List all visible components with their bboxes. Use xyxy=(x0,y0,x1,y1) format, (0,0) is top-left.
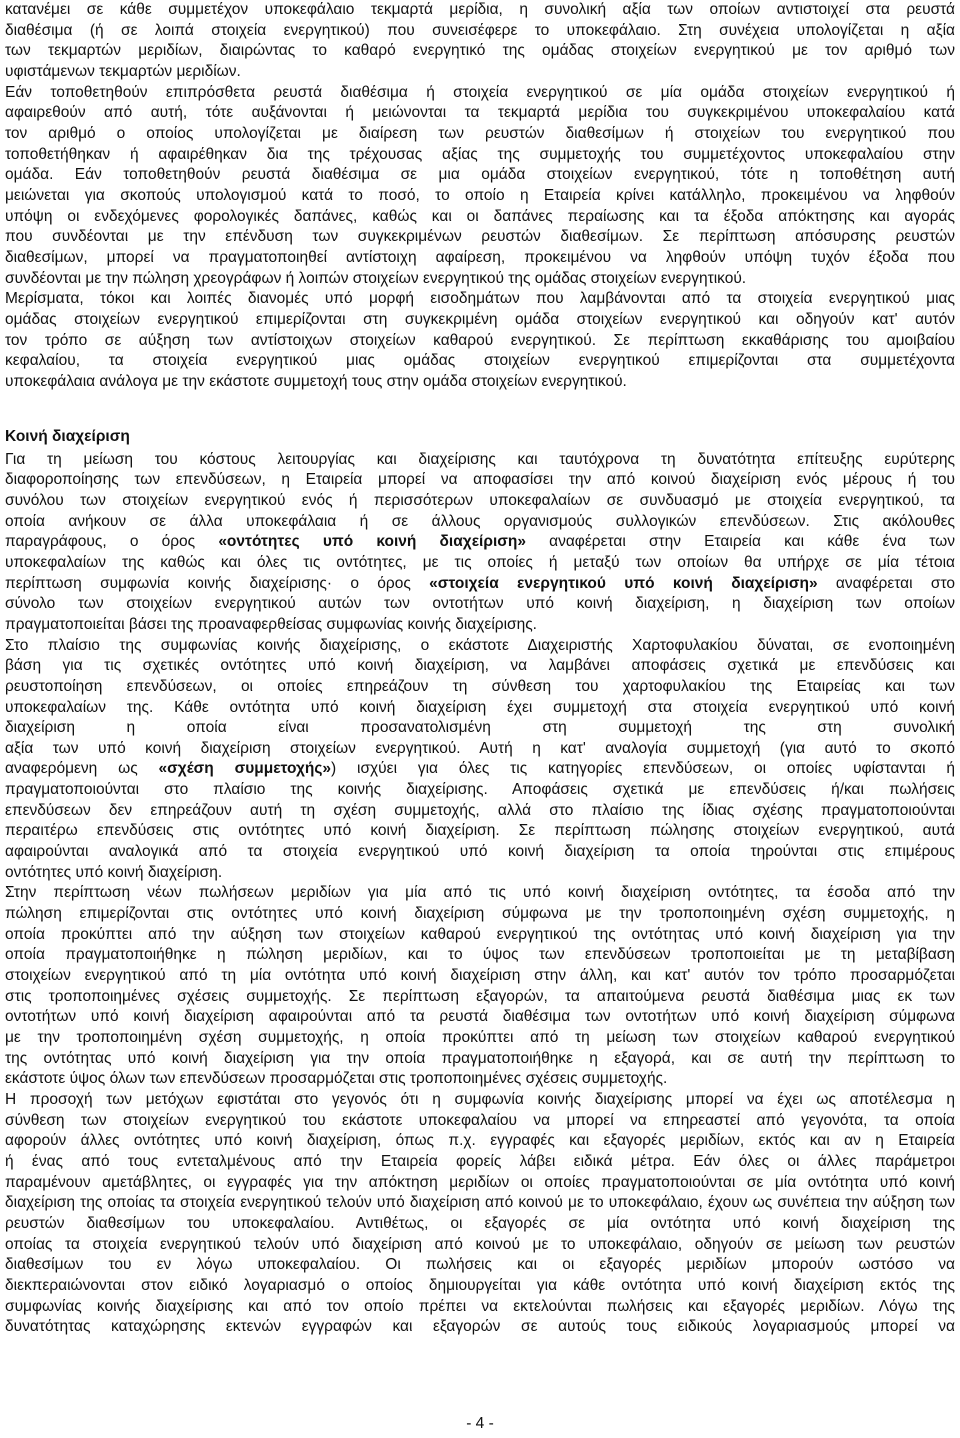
text-line: διαχείριση της οποίας τα στοιχεία ενεργητικού τελούν υπό διαχείριση από κοινού με το υποκεφάλαιο, έχουν ως συνέπεια την αύξηση των xyxy=(5,1194,955,1212)
text-line: με την τροποποιημένη σχέση συμμετοχής, η οποία προκύπτει από τη μείωση των στοιχείων καθαρού ενεργητικού xyxy=(5,1029,955,1046)
text-line: τοποθετήθηκαν ή αφαιρέθηκαν δια της τρέχουσας αξίας της συμμετοχής του συμμετέχοντος υποκεφαλαίου στην xyxy=(5,145,955,163)
text-line: παραμένουν αμετάβλητες, οι εγγραφές για την απόκτηση μεριδίων οι οποίες πραγματοποιούνται σε μία οντότητα υπό κοινή xyxy=(5,1173,955,1191)
text-line: υποκεφαλαίων της καθώς και όλες τις οντότητες, με τις οποίες ή μεταξύ των οποίων θα υπήρχε σε μία τέτοια xyxy=(5,553,955,571)
text-line: σύνολο των στοιχείων ενεργητικού αυτών των οντοτήτων υπό κοινή διαχείριση, η διαχείριση των οποίων xyxy=(5,595,955,613)
text-line: Στην περίπτωση νέων πωλήσεων μεριδίων για μία από τις υπό κοινή διαχείριση οντότητες, τα έσοδα από την xyxy=(5,884,955,902)
text-line: οποία ανήκουν σε άλλα υποκεφάλαια ή σε άλλους οργανισμούς συλλογικών επενδύσεων. Στις ακόλουθες xyxy=(5,512,955,530)
section-asset-pooling xyxy=(5,0,955,392)
text-line: διαθέσιμα (ή σε λοιπά στοιχεία ενεργητικού) που συνεισέφερε το υποκεφάλαιο. Στη συνέχεια υπολογίζεται η αξία xyxy=(5,21,955,39)
text-line: αφαιρεθούν από αυτή, τότε αυξάνονται ή μειώνονται τα τεκμαρτά μερίδια του συγκεκριμένου υποκεφαλαίου κατά xyxy=(5,104,955,122)
text-line: Στο πλαίσιο της συμφωνίας κοινής διαχείρισης, ο εκάστοτε Διαχειριστής Χαρτοφυλακίου δύναται, σε ενοποιημένη xyxy=(5,636,955,654)
text-line: συμφωνίας κοινής διαχείρισης και από τον οποίο πρέπει να εκτελούνται πωλήσεις και εξαγορές μεριδίων. Λόγω της xyxy=(5,1297,955,1315)
section-co-management xyxy=(5,450,955,1338)
text-line: αφαιρούνται αναλογικά από τα στοιχεία ενεργητικού υπό κοινή διαχείριση τα οποία τηρούνται στις επιμέρους xyxy=(5,843,955,861)
text-segment: αναφερόμενη ως xyxy=(5,760,159,778)
text-line: Η προσοχή των μετόχων εφιστάται στο γεγονός ότι η συμφωνία κοινής διαχείρισης μπορεί να έχει ως αποτέλεσμα η xyxy=(5,1090,955,1108)
paragraph xyxy=(5,883,955,1090)
text-line: υπόψη οι ενδεχόμενες φορολογικές δαπάνες, καθώς και οι δαπάνες περαίωσης και τα έξοδα απόκτησης και αγοράς xyxy=(5,207,955,225)
text-line: τον αριθμό ο οποίος υπολογίζεται με διαίρεση των ρευστών διαθεσίμων ή στοιχείων του ενεργητικού που xyxy=(5,124,955,142)
text-line: ομάδας στοιχείων ενεργητικού επιμερίζονται στη συγκεκριμένη ομάδα στοιχείων ενεργητικού και οδηγούν κατ' αυτόν xyxy=(5,310,955,328)
text-line: οποία πραγματοποιήθηκε η πώληση μεριδίων, και το ύψος των επενδύσεων τροποποιείται με τη μεταβίβαση xyxy=(5,946,955,964)
text-segment: παραγράφους, ο όρος xyxy=(5,533,219,551)
text-line: εκάστοτε ύψος όλων των επενδύσεων προσαρμόζεται στις τροποποιημένες σχέσεις συμμετοχής. xyxy=(5,1070,668,1088)
text-line: Για τη μείωση του κόστους λειτουργίας και διαχείρισης και ταυτόχρονα τη δυνατότητα επίτευξης ευρύτερης xyxy=(5,450,955,468)
paragraph xyxy=(5,1090,955,1338)
text-line: διαχείριση η οποία είναι προσανατολισμένη στη συμμετοχή της στη συνολική xyxy=(5,719,955,737)
text-line: που συνδέονται με την επένδυση των συγκεκριμένων ρευστών διαθεσίμων. Σε περίπτωση απόσυρσης ρευστών xyxy=(5,228,955,246)
text-line: πραγματοποιούνται στο πλαίσιο της κοινής διαχείρισης. Αποφάσεις σχετικά με επενδύσεις ή/και πωλήσεις xyxy=(5,781,955,799)
text-line: Μερίσματα, τόκοι και λοιπές διανομές υπό μορφή εισοδημάτων που λαμβάνονται από τα στοιχεία ενεργητικού μιας xyxy=(5,290,955,308)
text-line: περαιτέρω επενδύσεις στις οντότητες υπό κοινή διαχείριση. Σε περίπτωση πώλησης στοιχείων ενεργητικού, αυτά xyxy=(5,822,955,840)
defined-term: «σχέση συμμετοχής» xyxy=(158,760,332,778)
paragraph xyxy=(5,450,955,636)
text-line: ρευστοποίηση επενδύσεων, οι οποίες επηρεάζουν τη σύνθεση του χαρτοφυλακίου της Εταιρείας και των xyxy=(5,677,955,695)
text-line: κεφαλαίου, τα στοιχεία ενεργητικού μιας ομάδας στοιχείων ενεργητικού επιμερίζονται στα συμμετέχοντα xyxy=(5,352,955,370)
text-line: σύνθεση των στοιχείων ενεργητικού του εκάστοτε υποκεφαλαίου να μπορεί να επηρεαστεί από γεγονότα, τα οποία xyxy=(5,1111,955,1129)
text-segment: περίπτωση συμφωνία κοινής διαχείρισης· ο όρος xyxy=(5,574,430,592)
defined-term: «οντότητες υπό κοινή διαχείριση» xyxy=(218,533,526,551)
text-line: ρευστών διαθεσίμων του υποκεφαλαίου. Αντιθέτως, οι εξαγορές σε μία οντότητα υπό κοινή διαχείριση της xyxy=(5,1214,955,1232)
text-line xyxy=(5,574,955,595)
text-line xyxy=(5,759,955,780)
text-line: μειώνεται για σκοπούς υπολογισμού κατά το ποσό, το οποίο η Εταιρεία κρίνει κατάλληλο, προκειμένου να ληφθούν xyxy=(5,186,955,204)
text-line: βάση για τις σχετικές οντότητες υπό κοινή διαχείριση, να λαμβάνει αποφάσεις σχετικά με επενδύσεις και xyxy=(5,657,955,675)
text-line: ή ένας από τους εντεταλμένους από την Εταιρεία φορείς λάβει ειδικά μέτρα. Εάν όλες οι άλλες παράμετροι xyxy=(5,1152,955,1170)
text-segment: αναφέρεται στην Εταιρεία και κάθε ένα των xyxy=(525,533,956,551)
text-line: ομάδα. Εάν τοποθετηθούν ρευστά διαθέσιμα σε μια ομάδα στοιχείων ενεργητικού, τότε η τοποθέτηση αυτή xyxy=(5,166,955,184)
text-line: υποκεφαλαίων της. Κάθε οντότητα υπό κοινή διαχείριση έχει συμμετοχή στα στοιχεία ενεργητικού υπό κοινή xyxy=(5,698,955,716)
text-line: διαθεσίμων του εν λόγω υποκεφαλαίου. Οι πωλήσεις και οι εξαγορές μεριδίων μπορούν ωστόσο να xyxy=(5,1256,955,1274)
page-number: - 4 - xyxy=(466,1415,494,1432)
text-line: επενδύσεων δεν επηρεάζουν αυτή τη σχέση συμμετοχής, αλλά στο πλαίσιο της ίδιας σχέσης πραγματοποιούνται xyxy=(5,801,955,819)
text-line: υποκεφάλαια ανάλογα με την εκάστοτε συμμετοχή τους στην ομάδα στοιχείων ενεργητικού. xyxy=(5,372,627,390)
paragraph xyxy=(5,83,955,290)
text-line: διαθεσίμων, μπορεί να πραγματοποιηθεί αντίστοιχη αφαίρεση, προκειμένου να ληφθούν υπόψη τυχόν έξοδα που xyxy=(5,248,955,266)
body-text-column xyxy=(5,0,955,1338)
text-line: οποία προκύπτει από την αύξηση των στοιχείων καθαρού ενεργητικού της οντότητας υπό κοινή διαχείριση για την xyxy=(5,925,955,943)
text-segment: ) ισχύει για όλες τις κατηγορίες επενδύσεων, οι οποίες υφίστανται ή xyxy=(331,760,956,778)
text-line: οντότητες υπό κοινή διαχείριση. xyxy=(5,863,223,881)
text-line: της οντότητας υπό κοινή διαχείριση για την οποία πραγματοποιήθηκε η εξαγορά, και σε αυτή την περίπτωση το xyxy=(5,1049,955,1067)
text-line: στις τροποποιημένες σχέσεις συμμετοχής. Σε περίπτωση εξαγορών, τα απαιτούμενα ρευστά διαθέσιμα μιας εκ των xyxy=(5,987,955,1005)
text-line xyxy=(5,532,955,553)
section-heading: Κοινή διαχείριση xyxy=(5,427,130,445)
text-line: οντοτήτων υπό κοινή διαχείριση αφαιρούνται από τα ρευστά διαθέσιμα των οντοτήτων υπό κοινή διαχείριση σύμφωνα xyxy=(5,1008,955,1026)
text-line: κατανέμει σε κάθε συμμετέχον υποκεφάλαιο τεκμαρτά μερίδια, η συνολική αξία των οποίων αντιστοιχεί στα ρευστά xyxy=(5,1,955,18)
text-line: διεκπεραιώνονται στον ειδικό λογαριασμό ο οποίος δημιουργείται για κάθε οντότητα υπό κοινή διαχείριση εκτός της xyxy=(5,1276,955,1294)
text-line: οποίας τα στοιχεία ενεργητικού τελούν υπό διαχείριση από κοινού με το υποκεφάλαιο, οδηγούν σε μείωση των ρευστών xyxy=(5,1235,955,1253)
text-line: αφορούν άλλες οντότητες υπό κοινή διαχείριση, όπως π.χ. εγγραφές και εξαγορές μεριδίων, εκτός και αν η Εταιρεία xyxy=(5,1132,955,1150)
text-line: στοιχείων ενεργητικού από τη μία οντότητα υπό κοινή διαχείριση στην άλλη, και κατ' αυτόν τον τρόπο προσαρμόζεται xyxy=(5,967,955,985)
text-line: συνδέονται με την πώληση χρεογράφων ή λοιπών στοιχείων ενεργητικού της ομάδας στοιχείων ενεργητικού. xyxy=(5,269,747,287)
text-line: των τεκμαρτών μεριδίων, διαιρώντας το καθαρό ενεργητικό της ομάδας στοιχείων ενεργητικού με τον αριθμό των xyxy=(5,42,955,60)
text-line: πώληση επιμερίζονται στις οντότητες υπό κοινή διαχείριση σύμφωνα με την τροποποιημένη σχέση συμμετοχής, η xyxy=(5,905,955,923)
paragraph xyxy=(5,0,955,83)
text-segment: αναφέρεται στο xyxy=(817,574,955,592)
paragraph xyxy=(5,636,955,884)
text-line: Εάν τοποθετηθούν επιπρόσθετα ρευστά διαθέσιμα ή στοιχεία ενεργητικού σε μία ομάδα στοιχείων ενεργητικού ή xyxy=(5,83,955,101)
text-line: υφιστάμενων τεκμαρτών μεριδίων. xyxy=(5,62,241,80)
paragraph xyxy=(5,289,955,392)
text-line: πραγματοποιείται βάσει της προαναφερθείσας συμφωνίας κοινής διαχείρισης. xyxy=(5,615,537,633)
text-line: αξία των υπό κοινή διαχείριση στοιχείων ενεργητικού. Αυτή η κατ' αναλογία συμμετοχή (για αυτό το σκοπό xyxy=(5,739,955,757)
text-line: συνόλου των στοιχείων ενεργητικού ενός ή περισσότερων υποκεφαλαίων σε συνδυασμό με στοιχεία ενεργητικού, τα xyxy=(5,491,955,509)
text-line: δυνατότητας καταχώρησης εκτενών εγγραφών και εξαγορών σε αυτούς τους ειδικούς λογαριασμούς μπορεί να xyxy=(5,1318,955,1336)
text-line: τον τρόπο σε αύξηση των αντίστοιχων στοιχείων καθαρού ενεργητικού. Σε περίπτωση εκκαθάρισης του αμοιβαίου xyxy=(5,331,955,349)
text-line: διαφοροποίησης των επενδύσεων, η Εταιρεία μπορεί να αποφασίσει την από κοινού διαχείριση ενός μέρους ή του xyxy=(5,471,955,489)
defined-term: «στοιχεία ενεργητικού υπό κοινή διαχείριση» xyxy=(429,574,818,592)
